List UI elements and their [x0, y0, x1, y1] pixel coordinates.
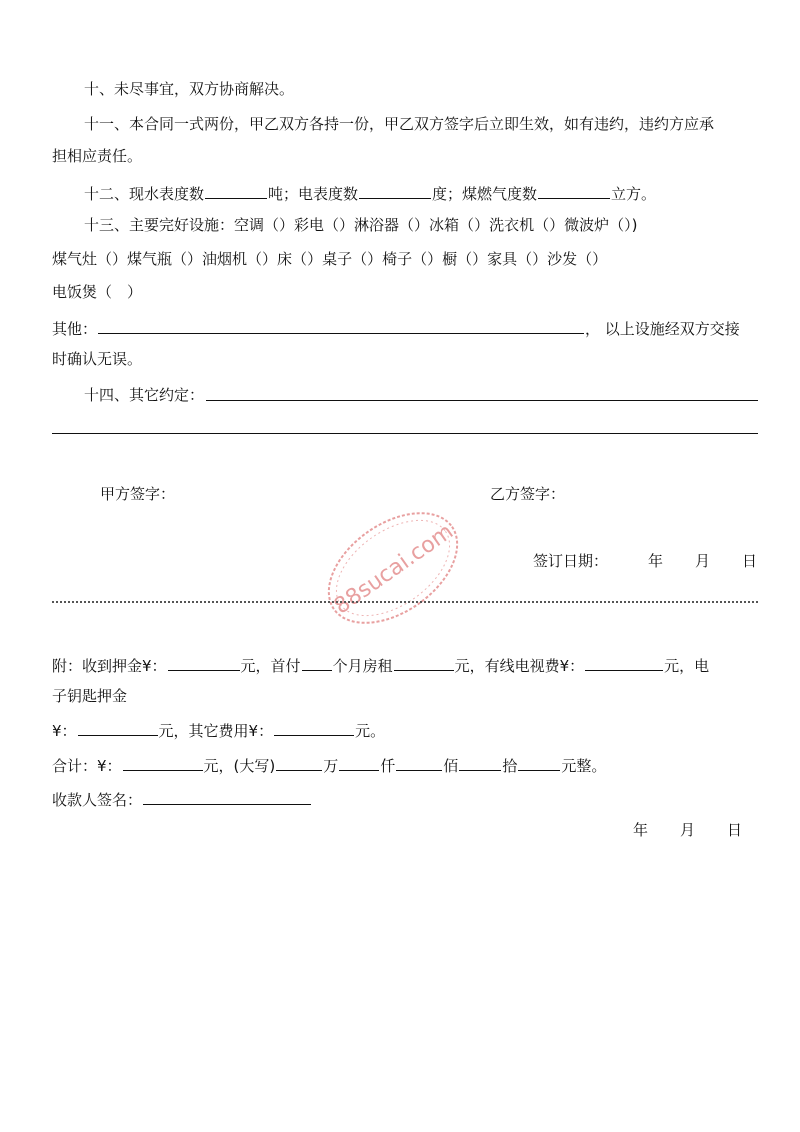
yuan-label: 元。 — [355, 722, 386, 740]
cable-label: 元，有线电视费¥： — [454, 657, 585, 675]
facility-label: ）油烟机（ — [187, 250, 263, 268]
sign-date-year: 年 — [648, 552, 664, 570]
payee-date-year: 年 — [633, 821, 649, 839]
appendix-line3 — [52, 719, 385, 741]
deposit-label: 附：收到押金¥： — [52, 657, 167, 675]
payee-label: 收款人签名： — [52, 791, 143, 809]
clause-14-field-line1[interactable] — [206, 400, 758, 401]
wan-label: 万 — [323, 757, 339, 775]
facility-label: 十三、主要完好设施：空调（ — [84, 216, 280, 234]
facility-label: 煤气灶（ — [52, 250, 113, 268]
water-meter-label: 十二、现水表度数 — [84, 185, 205, 203]
rent-label: 个月房租 — [332, 657, 393, 675]
other-facilities-field[interactable] — [98, 317, 584, 334]
other-fee-label: 元，其它费用¥： — [158, 722, 274, 740]
watermark-text: 88sucai.com — [329, 519, 458, 620]
facility-label: ）微波炉（ — [549, 216, 625, 234]
appendix-line2: 子钥匙押金 — [52, 687, 128, 705]
electric-meter-label: 吨；电表度数 — [268, 185, 359, 203]
payee-date-day: 日 — [727, 821, 743, 839]
facility-label: ）洗衣机（ — [474, 216, 550, 234]
clause-12 — [84, 182, 656, 204]
cut-line — [52, 601, 758, 603]
facility-label: ）椅子（ — [367, 250, 428, 268]
clause-13-line2 — [52, 249, 607, 269]
clause-13-line1 — [84, 215, 637, 235]
total-label: 合计：¥： — [52, 757, 122, 775]
total-line — [52, 754, 606, 776]
facility-label: ）橱（ — [427, 250, 473, 268]
facility-label: ）桌子（ — [307, 250, 368, 268]
first-pay-label: 元，首付 — [240, 657, 301, 675]
other-tail-text: ， 以上设施经双方交接 — [585, 320, 740, 338]
clause-11-line1: 十一、本合同一式两份，甲乙双方各持一份，甲乙双方签字后立即生效，如有违约，违约方应承 — [84, 115, 715, 133]
confirm-text: 时确认无误。 — [52, 350, 143, 368]
qian-label: 仟 — [380, 757, 396, 775]
facility-label: ）淋浴器（ — [339, 216, 415, 234]
deposit-field[interactable] — [168, 654, 240, 671]
yuan-whole-label: 元整。 — [561, 757, 607, 775]
key-deposit-label: 元，电 — [664, 657, 710, 675]
sign-date-label: 签订日期： — [533, 552, 609, 570]
facility-label: ）床（ — [262, 250, 308, 268]
payee-date — [633, 820, 742, 840]
party-b-signature-label: 乙方签字： — [490, 485, 566, 503]
sign-date-day: 日 — [742, 552, 758, 570]
facility-label: ）沙发（ — [532, 250, 593, 268]
capital-label: 元，(大写) — [203, 757, 276, 775]
gas-unit-label: 立方。 — [611, 185, 657, 203]
other-fee-field[interactable] — [274, 719, 354, 736]
payee-signature-field[interactable] — [143, 788, 311, 805]
months-field[interactable] — [302, 654, 332, 671]
payee-date-month: 月 — [680, 821, 696, 839]
clause-14-label: 十四、其它约定： — [84, 386, 205, 404]
water-meter-field[interactable] — [205, 182, 267, 199]
wan-field[interactable] — [276, 754, 322, 771]
shi-field[interactable] — [459, 754, 501, 771]
other-label: 其他： — [52, 320, 98, 338]
gas-meter-field[interactable] — [538, 182, 610, 199]
qian-field[interactable] — [339, 754, 379, 771]
clause-13-line3: 电饭煲（ ） — [52, 283, 143, 301]
key-deposit-field[interactable] — [78, 719, 158, 736]
bai-field[interactable] — [396, 754, 442, 771]
yuan-field[interactable] — [518, 754, 560, 771]
facility-label: ）彩电（ — [279, 216, 340, 234]
party-a-signature-label: 甲方签字： — [100, 485, 176, 503]
clause-11-line2: 担相应责任。 — [52, 147, 143, 165]
appendix-line1 — [52, 654, 709, 676]
sign-date-month: 月 — [695, 552, 711, 570]
rent-field[interactable] — [394, 654, 454, 671]
payee-line — [52, 788, 312, 810]
cable-fee-field[interactable] — [585, 654, 663, 671]
bai-label: 佰 — [443, 757, 459, 775]
facility-label: ）) — [624, 216, 638, 234]
other-facilities — [52, 317, 740, 339]
facility-label: ）冰箱（ — [414, 216, 475, 234]
shi-label: 拾 — [502, 757, 518, 775]
gas-meter-label: 度；煤燃气度数 — [432, 185, 538, 203]
clause-14-field-line2[interactable] — [52, 433, 758, 434]
yen-label: ¥： — [52, 722, 77, 740]
electric-meter-field[interactable] — [359, 182, 431, 199]
sign-date — [533, 551, 757, 571]
total-field[interactable] — [123, 754, 203, 771]
clause-10: 十、未尽事宜，双方协商解决。 — [84, 80, 295, 98]
facility-label: ）煤气瓶（ — [112, 250, 188, 268]
facility-label: ）家具（ — [472, 250, 533, 268]
facility-label: ） — [592, 250, 608, 268]
watermark-stamp — [308, 508, 478, 628]
